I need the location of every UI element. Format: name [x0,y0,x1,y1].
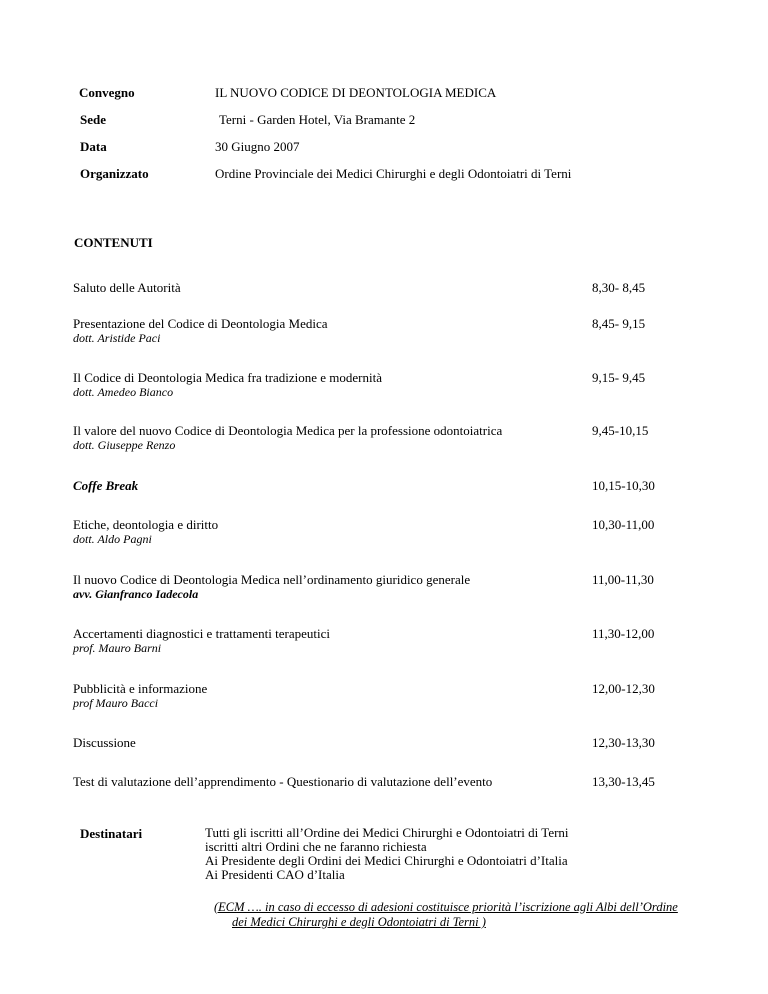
program-item-speaker: dott. Aldo Pagni [73,532,152,546]
program-item-time: 8,45- 9,15 [592,316,646,331]
program-item-speaker: avv. Gianfranco Iadecola [73,587,199,601]
data-value: 30 Giugno 2007 [215,139,300,154]
program-item-title: Il nuovo Codice di Deontologia Medica nell’ordinamento giuridico generale [73,572,471,587]
destinatari-list [205,826,569,882]
convegno-value: IL NUOVO CODICE DI DEONTOLOGIA MEDICA [215,85,497,100]
program-item-title: Saluto delle Autorità [73,280,181,295]
destinatari-label: Destinatari [80,826,143,841]
program-item-title: Presentazione del Codice di Deontologia Medica [73,316,328,331]
program-item-title: Discussione [73,735,136,750]
program-item-title: Il Codice di Deontologia Medica fra tradizione e modernità [73,370,382,385]
program-item-title: Test di valutazione dell’apprendimento - Questionario di valutazione dell’evento [73,774,493,789]
program-item-time: 11,30-12,00 [592,626,655,641]
program-item-time: 10,15-10,30 [592,478,655,493]
destinatari-line: iscritti altri Ordini che ne faranno richiesta [205,839,427,854]
program-item [73,517,218,547]
section-title: CONTENUTI [74,235,153,250]
program-item [73,423,502,453]
destinatari-line: Ai Presidente degli Ordini dei Medici Chirurghi e Odontoiatri d’Italia [205,853,568,868]
program-item-time: 11,00-11,30 [592,572,654,587]
data-label: Data [80,139,107,154]
program-item-time: 9,15- 9,45 [592,370,646,385]
program-item [73,681,207,711]
organizzato-value: Ordine Provinciale dei Medici Chirurghi e degli Odontoiatri di Terni [215,166,572,181]
destinatari-line: Tutti gli iscritti all’Ordine dei Medici Chirurghi e Odontoiatri di Terni [205,825,569,840]
program-item-speaker: prof Mauro Bacci [73,696,159,710]
sede-label: Sede [80,112,106,127]
program-item-title: Pubblicità e informazione [73,681,208,696]
ecm-note-line2: dei Medici Chirurghi e degli Odontoiatri di Terni ) [232,915,486,929]
program-item [73,626,330,656]
program-item-title: Etiche, deontologia e diritto [73,517,219,532]
program-item-title: Accertamenti diagnostici e trattamenti terapeutici [73,626,330,641]
program-item-speaker: dott. Amedeo Bianco [73,385,174,399]
program-item-time: 12,30-13,30 [592,735,655,750]
program-item-time: 9,45-10,15 [592,423,649,438]
program-item-speaker: dott. Giuseppe Renzo [73,438,176,452]
program-item-speaker: prof. Mauro Barni [73,641,162,655]
program-item [73,316,328,346]
ecm-note-line1: (ECM …. in caso di eccesso di adesioni costituisce priorità l’iscrizione agli Albi dell’Ordine [214,900,678,914]
program-item-time: 12,00-12,30 [592,681,655,696]
convegno-label: Convegno [79,85,135,100]
program-item-time: 10,30-11,00 [592,517,655,532]
sede-value: Terni - Garden Hotel, Via Bramante 2 [219,112,416,127]
program-item [73,572,470,602]
program-item-time: 8,30- 8,45 [592,280,646,295]
destinatari-line: Ai Presidenti CAO d’Italia [205,867,345,882]
program-item-speaker: dott. Aristide Paci [73,331,161,345]
organizzato-label: Organizzato [80,166,149,181]
program-item-title: Il valore del nuovo Codice di Deontologia Medica per la professione odontoiatrica [73,423,503,438]
program-item-time: 13,30-13,45 [592,774,655,789]
program-item [73,370,382,400]
program-item-title: Coffe Break [73,478,139,493]
